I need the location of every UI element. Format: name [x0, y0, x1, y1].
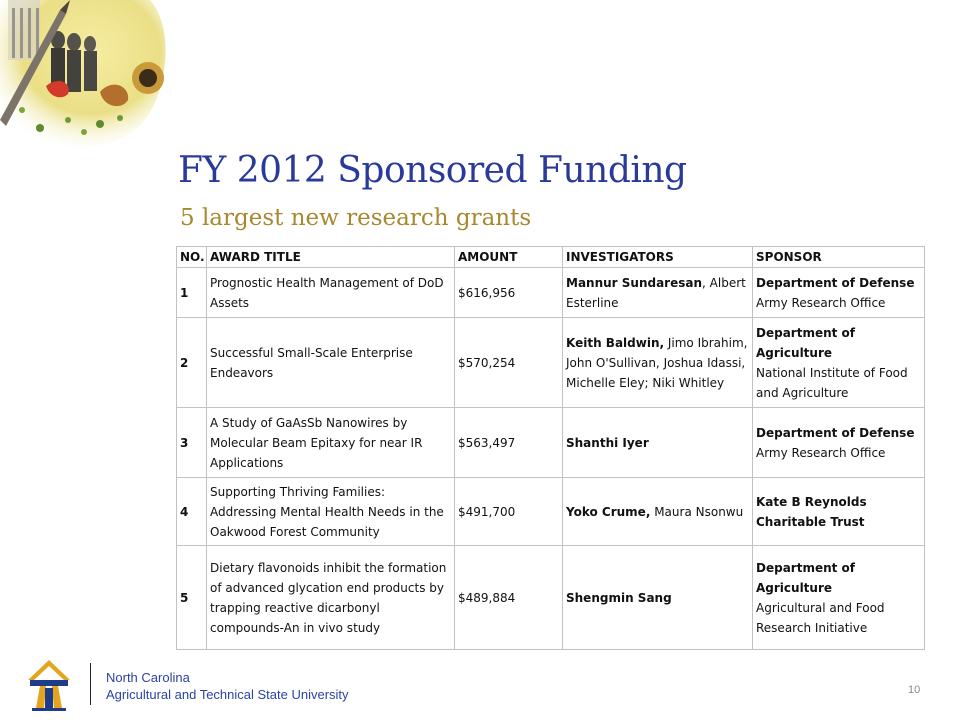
col-header-amount: AMOUNT — [455, 247, 563, 268]
sponsor — [753, 408, 925, 478]
grants-table — [176, 246, 925, 650]
lead-investigator: Mannur Sundaresan — [566, 275, 703, 290]
table-row — [177, 546, 925, 650]
table-row — [177, 268, 925, 318]
footer-divider — [90, 663, 91, 705]
sponsor — [753, 268, 925, 318]
sponsor-main: Department of Agriculture — [756, 560, 856, 595]
corner-collage-image — [0, 0, 175, 148]
co-investigators: , Albert Esterline — [566, 275, 746, 310]
footer-line-2: Agricultural and Technical State University — [106, 687, 349, 702]
sponsor-sub: Army Research Office — [756, 295, 886, 310]
table-header-row — [177, 247, 925, 268]
page-number: 10 — [908, 684, 921, 696]
sponsor — [753, 546, 925, 650]
row-number: 5 — [177, 546, 207, 650]
investigators — [563, 268, 753, 318]
co-investigators: Jimo Ibrahim, John O'Sullivan, Joshua Idassi, Michelle Eley; Niki Whitley — [566, 335, 748, 390]
award-title: Successful Small-Scale Enterprise Endeavors — [207, 318, 455, 408]
award-amount: $616,956 — [455, 268, 563, 318]
sponsor-sub: National Institute of Food and Agriculture — [756, 365, 908, 400]
row-number: 1 — [177, 268, 207, 318]
investigators — [563, 478, 753, 546]
co-investigators: Maura Nsonwu — [650, 504, 744, 519]
investigators — [563, 318, 753, 408]
col-header-no: NO. — [177, 247, 207, 268]
col-header-sponsor: SPONSOR — [753, 247, 925, 268]
footer-university-name — [106, 669, 349, 703]
award-amount: $491,700 — [455, 478, 563, 546]
award-title: Dietary flavonoids inhibit the formation of advanced glycation end products by trapping reactive dicarbonyl compounds-An in vivo study — [207, 546, 455, 650]
col-header-investigators: INVESTIGATORS — [563, 247, 753, 268]
sponsor — [753, 318, 925, 408]
lead-investigator: Shanthi Iyer — [566, 435, 649, 450]
sponsor-main: Department of Agriculture — [756, 325, 856, 360]
sponsor-sub: Agricultural and Food Research Initiative — [756, 600, 885, 635]
sponsor-main: Kate B Reynolds Charitable Trust — [756, 494, 867, 529]
university-logo-icon — [26, 658, 72, 712]
row-number: 3 — [177, 408, 207, 478]
sponsor-sub: Army Research Office — [756, 445, 886, 460]
col-header-award-title: AWARD TITLE — [207, 247, 455, 268]
table-row — [177, 478, 925, 546]
lead-investigator: Keith Baldwin, — [566, 335, 665, 350]
sponsor — [753, 478, 925, 546]
lead-investigator: Yoko Crume, — [566, 504, 651, 519]
sponsor-main: Department of Defense — [756, 275, 915, 290]
slide-subtitle: 5 largest new research grants — [180, 205, 532, 231]
lead-investigator: Shengmin Sang — [566, 590, 672, 605]
award-amount: $563,497 — [455, 408, 563, 478]
footer-line-1: North Carolina — [106, 670, 190, 685]
award-title: Supporting Thriving Families: Addressing Mental Health Needs in the Oakwood Forest Community — [207, 478, 455, 546]
award-amount: $570,254 — [455, 318, 563, 408]
award-title: A Study of GaAsSb Nanowires by Molecular Beam Epitaxy for near IR Applications — [207, 408, 455, 478]
award-amount: $489,884 — [455, 546, 563, 650]
sponsor-main: Department of Defense — [756, 425, 915, 440]
table-row — [177, 318, 925, 408]
investigators — [563, 408, 753, 478]
award-title: Prognostic Health Management of DoD Assets — [207, 268, 455, 318]
slide-title: FY 2012 Sponsored Funding — [178, 150, 687, 191]
investigators — [563, 546, 753, 650]
row-number: 2 — [177, 318, 207, 408]
table-row — [177, 408, 925, 478]
row-number: 4 — [177, 478, 207, 546]
